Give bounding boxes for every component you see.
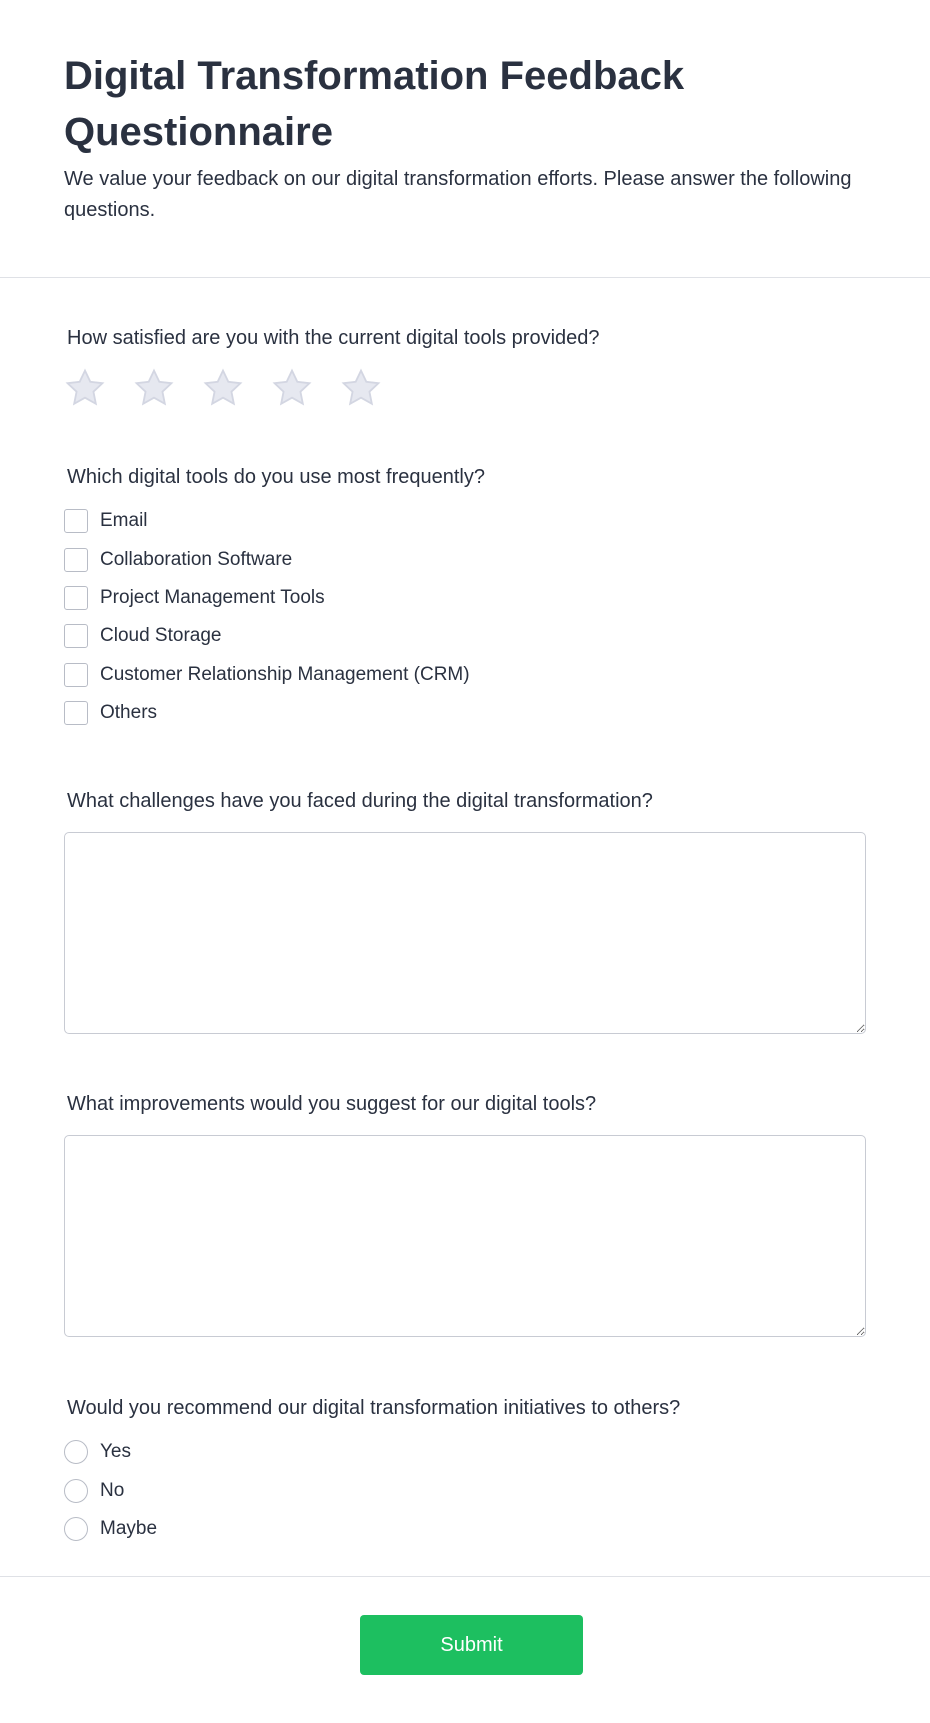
recommend-radio-group bbox=[64, 1433, 157, 1548]
star-icon[interactable] bbox=[201, 366, 245, 410]
radio-button[interactable] bbox=[64, 1517, 88, 1541]
page-subtitle: We value your feedback on our digital transformation efforts. Please answer the following questions. bbox=[64, 168, 852, 221]
question-improvements: What improvements would you suggest for our digital tools? bbox=[67, 1093, 597, 1115]
improvements-textarea[interactable] bbox=[64, 1135, 866, 1337]
radio-option[interactable]: Yes bbox=[64, 1433, 157, 1471]
checkbox-option[interactable]: Cloud Storage bbox=[64, 617, 470, 655]
tools-checkbox-list bbox=[64, 502, 470, 732]
radio-button[interactable] bbox=[64, 1440, 88, 1464]
star-icon[interactable] bbox=[132, 366, 176, 410]
radio-option[interactable]: No bbox=[64, 1471, 157, 1509]
challenges-textarea[interactable] bbox=[64, 832, 866, 1034]
checkbox[interactable] bbox=[64, 701, 88, 725]
checkbox-option[interactable]: Email bbox=[64, 502, 470, 540]
checkbox-option[interactable]: Project Management Tools bbox=[64, 579, 470, 617]
checkbox[interactable] bbox=[64, 586, 88, 610]
checkbox[interactable] bbox=[64, 548, 88, 572]
checkbox-option[interactable]: Others bbox=[64, 694, 470, 732]
question-recommend: Would you recommend our digital transformation initiatives to others? bbox=[67, 1397, 681, 1419]
question-satisfaction: How satisfied are you with the current digital tools provided? bbox=[67, 327, 600, 349]
checkbox-option[interactable]: Collaboration Software bbox=[64, 540, 470, 578]
question-tools: Which digital tools do you use most frequently? bbox=[67, 466, 485, 488]
checkbox[interactable] bbox=[64, 509, 88, 533]
radio-option[interactable]: Maybe bbox=[64, 1510, 157, 1548]
checkbox-option[interactable]: Customer Relationship Management (CRM) bbox=[64, 656, 470, 694]
checkbox[interactable] bbox=[64, 624, 88, 648]
footer-divider bbox=[0, 1576, 930, 1577]
star-icon[interactable] bbox=[270, 366, 314, 410]
star-rating bbox=[63, 366, 408, 410]
page-title: Digital Transformation Feedback Questionnaire bbox=[64, 54, 685, 154]
form-header bbox=[0, 0, 930, 278]
checkbox[interactable] bbox=[64, 663, 88, 687]
star-icon[interactable] bbox=[63, 366, 107, 410]
question-challenges: What challenges have you faced during the digital transformation? bbox=[67, 790, 653, 812]
radio-button[interactable] bbox=[64, 1479, 88, 1503]
star-icon[interactable] bbox=[339, 366, 383, 410]
submit-button[interactable]: Submit bbox=[360, 1615, 583, 1675]
